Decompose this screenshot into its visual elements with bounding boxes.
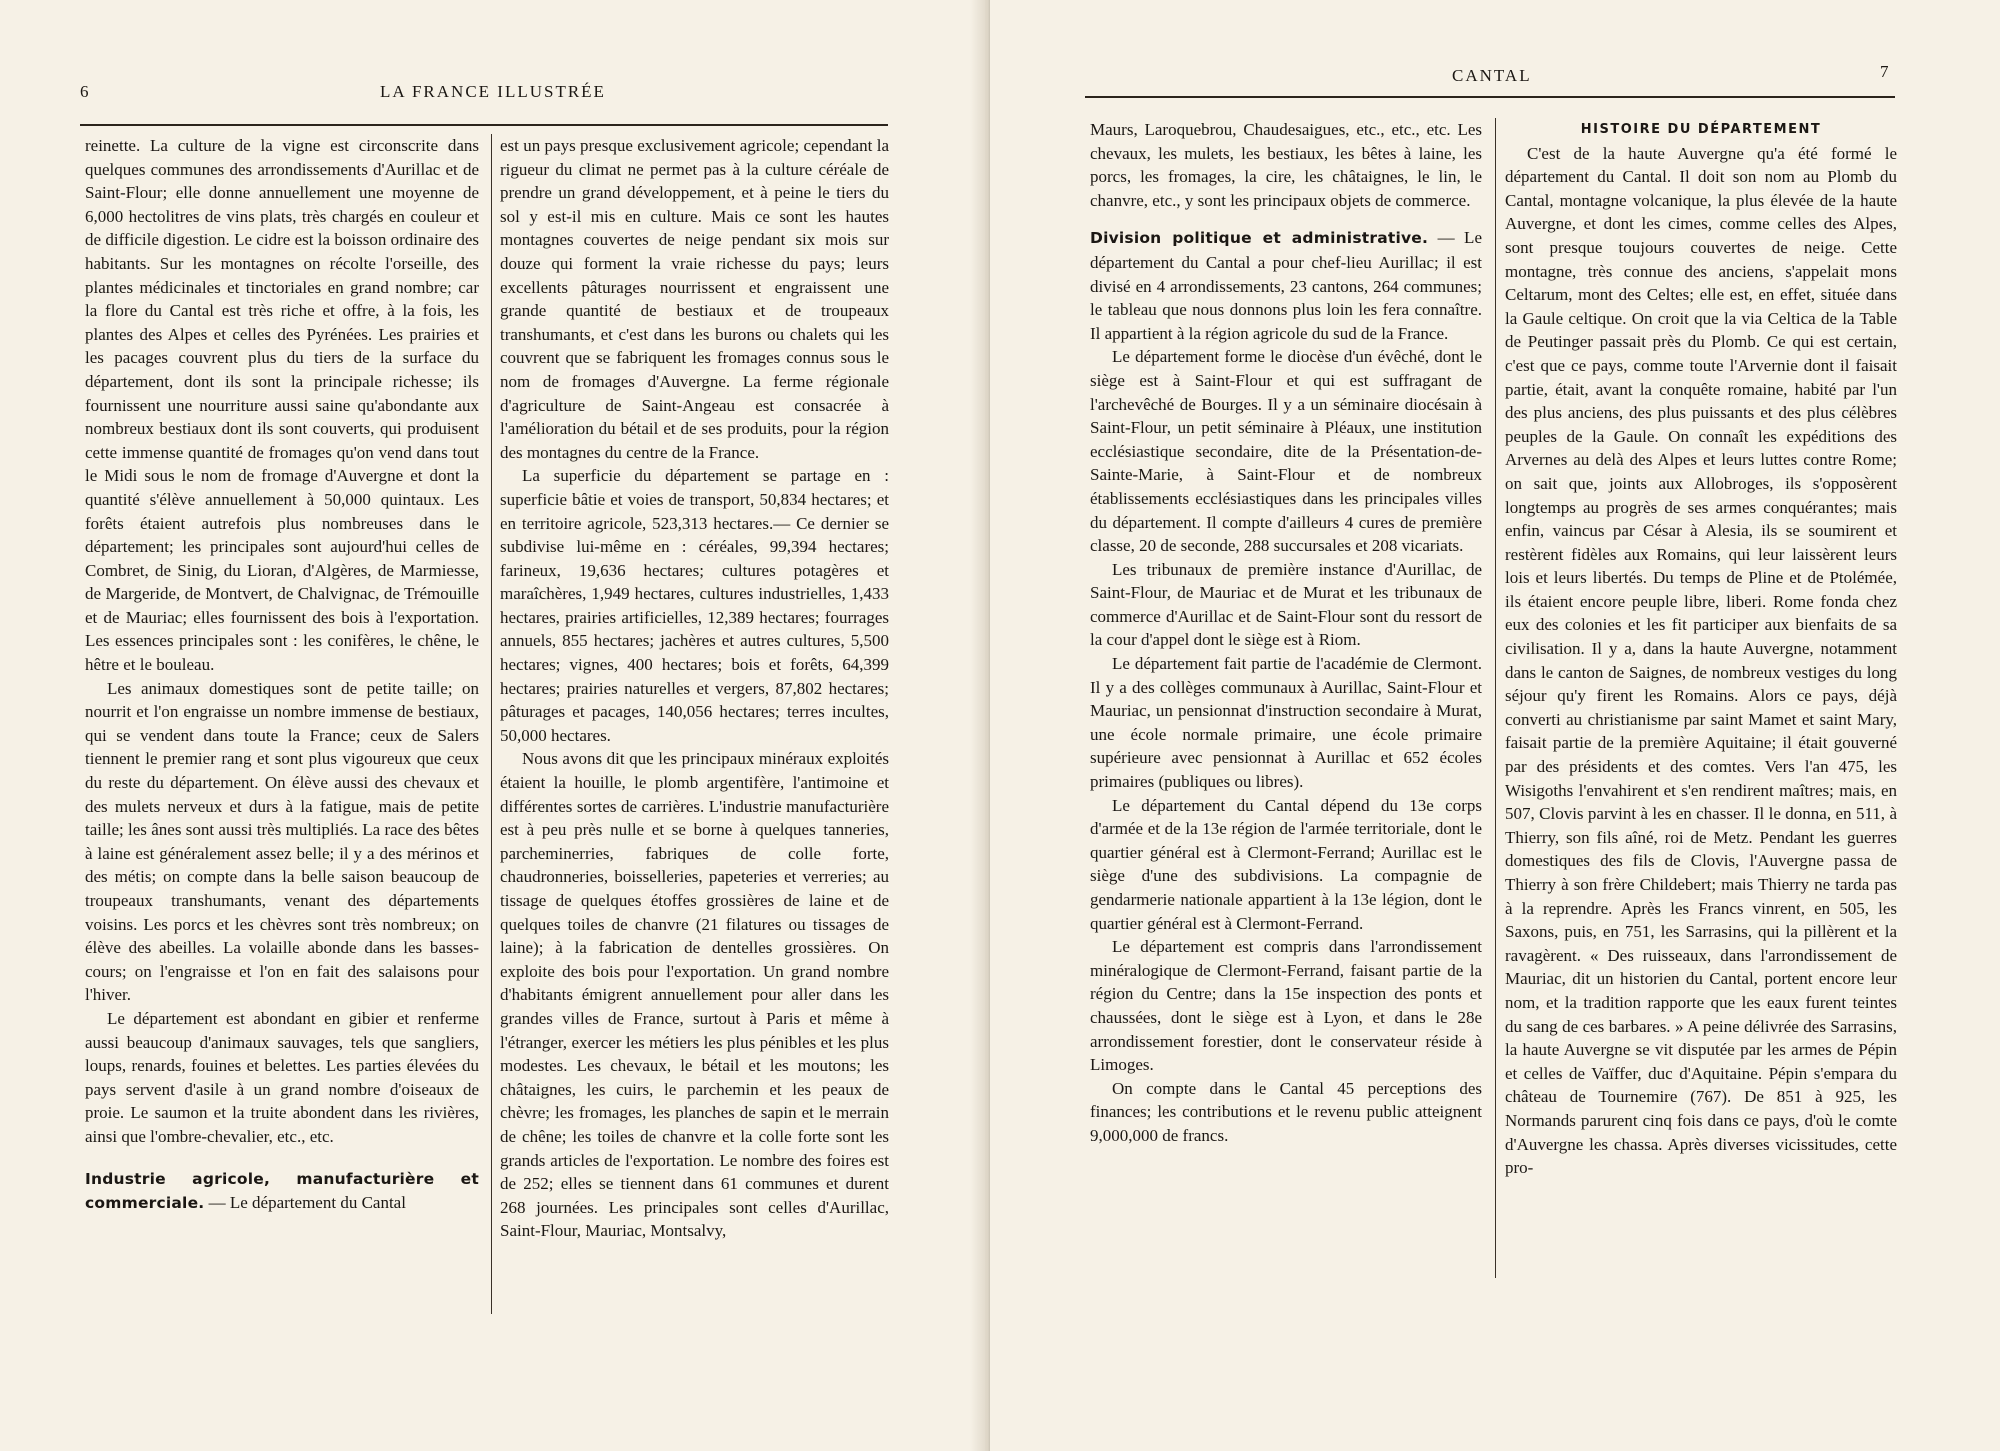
paragraph: Maurs, Laroquebrou, Chaudesaigues, etc., etc., etc. Les chevaux, les mulets, les bestiaux, les bêtes à laine, les porcs, les fromages, la cire, les châtaignes, le lin, le chanvre, etc., y sont les principaux objets de commerce. xyxy=(1090,120,1482,210)
paragraph: est un pays presque exclusivement agricole; cependant la rigueur du climat ne permet pas à la culture céréale de prendre un grand développement, et à peine le tiers du sol y est-il mis en culture. Mais ce sont les hautes montagnes couvertes de neige pendant six mois sur douze qui forment la vraie richesse du pays; leurs excellents pâturages nourrissent et engraissent une grande quantité de bestiaux et de troupeaux transhumants, et c'est dans les burons ou chalets qui les couvrent que se fabriquent les fromages connus sous le nom de fromages d'Auvergne. La ferme régionale d'agriculture de Saint-Angeau est consacrée à l'amélioration du bétail et de ses produits, pour la région des montagnes du centre de la France. xyxy=(500,136,889,462)
paragraph: reinette. La culture de la vigne est circonscrite dans quelques communes des arrondissements d'Aurillac et de Saint-Flour; elle donne annuellement une moyenne de 6,000 hectolitres de vins plats, très chargés en couleur et de difficile digestion. Le cidre est la boisson ordinaire des habitants. Sur les montagnes on récolte l'orseille, des plantes médicinales et tinctoriales en grand nombre; car la flore du Cantal est très riche et offre, à la fois, les plantes des Alpes et celles des Pyrénées. Les prairies et les pacages couvrent plus du tiers de la surface du département, dont ils sont la principale richesse; ils fournissent une nourriture aussi saine qu'abondante aux nombreux bestiaux dont ils sont couverts, qui produisent cette immense quantité de fromages qu'on vend dans tout le Midi sous le nom de fromage d'Auvergne et dont la quantité s'élève annuellement à 50,000 quintaux. Les forêts étaient autrefois plus nombreuses dans le département; les principales sont aujourd'hui celles de Combret, de Sinig, du Lioran, d'Algères, de Marmiesse, de Margeride, de Montvert, de Chalvignac, de Trémouille et de Mauriac; elles fournissent des bois à l'exportation. Les essences principales sont : les conifères, le chêne, le hêtre et le bouleau. xyxy=(85,136,479,675)
right-header-rule xyxy=(1085,96,1895,98)
paragraph: On compte dans le Cantal 45 perceptions des finances; les contributions et le revenu public atteignent 9,000,000 de francs. xyxy=(1090,1078,1482,1145)
right-page-number: 7 xyxy=(1880,62,1889,81)
paragraph: Le département fait partie de l'académie de Clermont. Il y a des collèges communaux à Aurillac, Saint-Flour et Mauriac, un pensionnat d'instruction secondaire à Murat, une école normale primaire, une école primaire supérieure avec pensionnat à Aurillac et 652 écoles primaires (publiques ou libres). xyxy=(1090,654,1482,792)
right-column-divider xyxy=(1495,118,1496,1278)
paragraph: Le département est abondant en gibier et renferme aussi beaucoup d'animaux sauvages, tels que sangliers, loups, renards, fouines et belettes. Les parties élevées du pays servent d'asile à un grand nombre d'oiseaux de proie. Le saumon et la truite abondent dans les rivières, ainsi que l'ombre-chevalier, etc., etc. xyxy=(85,1008,479,1146)
left-header-rule xyxy=(80,124,888,126)
paragraph: Le département du Cantal dépend du 13e corps d'armée et de la 13e région de l'armée territoriale, dont le quartier général est à Clermont-Ferrand; Aurillac est le siège d'une des subdivisions. La compagnie de gendarmerie nationale appartient à la 13e légion, dont le quartier général est à Clermont-Ferrand. xyxy=(1090,795,1482,933)
history-heading: HISTOIRE DU DÉPARTEMENT xyxy=(1580,122,1822,137)
left-page-number: 6 xyxy=(80,82,89,101)
section-paragraph xyxy=(1090,226,1482,345)
right-running-head: CANTAL xyxy=(1452,66,1532,85)
paragraph: C'est de la haute Auvergne qu'a été formé le département du Cantal. Il doit son nom au Plomb du Cantal, montagne volcanique, la plus élevée de la haute Auvergne, et dont les cimes, comme celles des Alpes, sont presque toujours couvertes de neige. Cette montagne, très connue des anciens, s'appelait mons Celtarum, mont des Celtes; elle est, en effet, située dans la Gaule celtique. On croit que la via Celtica de la Table de Peutinger passait près du Plomb. Ce qui est certain, c'est que ce pays, comme toute l'Arvernie dont il faisait partie, était, avant la conquête romaine, habité par l'un des plus anciens, des plus puissants et des plus célèbres peuples de la Gaule. On connaît les expéditions des Arvernes au delà des Alpes et leurs luttes contre Rome; on sait que, joints aux Allobroges, ils s'opposèrent longtemps au progrès de ses armes conquérantes; mais enfin, vaincus par César à Alesia, ils se soumirent et restèrent fidèles aux Romains, qui leur laissèrent leurs lois et leurs libertés. Du temps de Pline et de Ptolémée, ils étaient encore peuple libre, liberi. Rome fonda chez eux des colonies et les fit participer aux bienfaits de sa civilisation. Il y a, dans la haute Auvergne, notamment dans le canton de Saignes, de nombreux vestiges du long séjour qu'y firent les Romains. Alors ce pays, déjà converti au christianisme par saint Mamet et saint Mary, faisait partie de la première Aquitaine; il était gouverné par des présidents et des comtes. Vers l'an 475, les Wisigoths l'envahirent et s'en rendirent maîtres; mais, en 507, Clovis parvint à les en chasser. Il le donna, en 511, à Thierry, son fils aîné, roi de Metz. Pendant les guerres domestiques des fils de Clovis, l'Auvergne passa de Thierry à son frère Childebert; mais Thierry ne tarda pas à la reprendre. Après les Francs vinrent, en 505, les Saxons, puis, en 751, les Sarrasins, qui la pillèrent et la ravagèrent. « Des ruisseaux, dans l'arrondissement de Mauriac, dit un historien du Cantal, portent encore leur nom, et la tradition rapporte que les eaux furent teintes du sang de ces barbares. » A peine délivrée des Sarrasins, la haute Auvergne se vit disputée par les armes de Pépin et celles de Vaïffer, duc d'Aquitaine. Pépin s'empara du château de Tournemire (767). De 851 à 925, les Normands parurent cinq fois dans ce pays, d'où le comte d'Auvergne les chassa. Après diverses vicissitudes, cette pro- xyxy=(1505,143,1897,1178)
section-paragraph xyxy=(85,1167,479,1216)
paragraph: Le département est compris dans l'arrondissement minéralogique de Clermont-Ferrand, faisant partie de la région du Centre; dans la 15e inspection des ponts et chaussées, dont le siège est à Lyon, et dans le 28e arrondissement forestier, dont le conservateur réside à Limoges. xyxy=(1090,937,1482,1075)
left-running-head: LA FRANCE ILLUSTRÉE xyxy=(380,82,606,101)
paragraph: Nous avons dit que les principaux minéraux exploités étaient la houille, le plomb argentifère, l'antimoine et différentes sortes de carrières. L'industrie manufacturière est à peu près nulle et se borne à quelques tanneries, parcheminerries, fabriques de colle forte, chaudronneries, boisselleries, papeteries et verreries; au tissage de quelques étoffes grossières de laine et de quelques toiles de chanvre (21 filatures ou tissages de laine); à la fabrication de dentelles grossières. On exploite des bois pour l'exportation. Un grand nombre d'habitants émigrent annuellement pour aller dans les grandes villes de France, surtout à Paris et même à l'étranger, exercer les métiers les plus pénibles et les plus modestes. Les chevaux, le bétail et les moutons; les châtaignes, les cuirs, le parchemin et les peaux de chèvre; les fromages, les planches de sapin et le merrain de chêne; les toiles de chanvre et la colle forte sont les grands articles de l'exportation. Le nombre des foires est de 252; elles se tiennent dans 61 communes et durent 268 journées. Les principales sont celles d'Aurillac, Saint-Flour, Mauriac, Montsalvy, xyxy=(500,749,889,1241)
right-column-2 xyxy=(1505,118,1897,1180)
section-text: — Le département du Cantal a pour chef-lieu Aurillac; il est divisé en 4 arrondissements, 23 cantons, 264 communes; le tableau que nous donnons plus loin les fera connaître. Il appartient à la région agricole du sud de la France. xyxy=(1090,228,1482,343)
left-page xyxy=(0,0,985,1451)
paragraph: Les tribunaux de première instance d'Aurillac, de Saint-Flour, de Mauriac et de Murat et les tribunaux de commerce d'Aurillac et de Saint-Flour sont du ressort de la cour d'appel dont le siège est à Riom. xyxy=(1090,559,1482,650)
section-title: Division politique et administrative. xyxy=(1090,229,1429,248)
right-column-1 xyxy=(1090,118,1482,1148)
right-page xyxy=(990,0,2000,1451)
section-text: — Le département du Cantal xyxy=(204,1193,406,1213)
paragraph: Le département forme le diocèse d'un évêché, dont le siège est à Saint-Flour et qui est suffragant de l'archevêché de Bourges. Il y a un séminaire diocésain à Saint-Flour, un petit séminaire à Pléaux, une institution ecclésiastique secondaire, dite de la Présentation-de-Sainte-Marie, à Saint-Flour et de nombreux établissements ecclésiastiques dans les principales villes du département. Il compte d'ailleurs 4 cures de première classe, 20 de seconde, 288 succursales et 208 vicariats. xyxy=(1090,347,1482,556)
left-column-divider xyxy=(491,134,492,1314)
paragraph: Les animaux domestiques sont de petite taille; on nourrit et l'on engraisse un nombre immense de bestiaux, qui se vendent dans toute la France; ceux de Salers tiennent le premier rang et sont plus vigoureux que ceux du reste du département. On élève aussi des chevaux et des mulets nerveux et durs à la fatigue, mais de petite taille; les ânes sont aussi très multipliés. La race des bêtes à laine est généralement assez belle; il y a des mérinos et des métis; on compte dans la belle saison beaucoup de troupeaux transhumants, venant des départements voisins. Les porcs et les chèvres sont très nombreux; on élève des abeilles. La volaille abonde dans les basses-cours; on l'engraisse et l'on en fait des salaisons pour l'hiver. xyxy=(85,678,479,1005)
left-column-1 xyxy=(85,134,479,1216)
section-title: Industrie agricole, manufacturière et commerciale. xyxy=(85,1169,479,1213)
left-column-2 xyxy=(500,134,889,1243)
paragraph: La superficie du département se partage en : superficie bâtie et voies de transport, 50,834 hectares; et en territoire agricole, 523,313 hectares.— Ce dernier se subdivise lui-même en : céréales, 99,394 hectares; farineux, 19,636 hectares; cultures potagères et maraîchères, 1,949 hectares, cultures industrielles, 1,433 hectares, prairies artificielles, 12,389 hectares; fourrages annuels, 855 hectares; jachères et autres cultures, 5,500 hectares; vignes, 400 hectares; bois et forêts, 64,399 hectares; prairies naturelles et vergers, 87,802 hectares; pâturages et pacages, 140,056 hectares; terres incultes, 50,000 hectares. xyxy=(500,466,889,745)
